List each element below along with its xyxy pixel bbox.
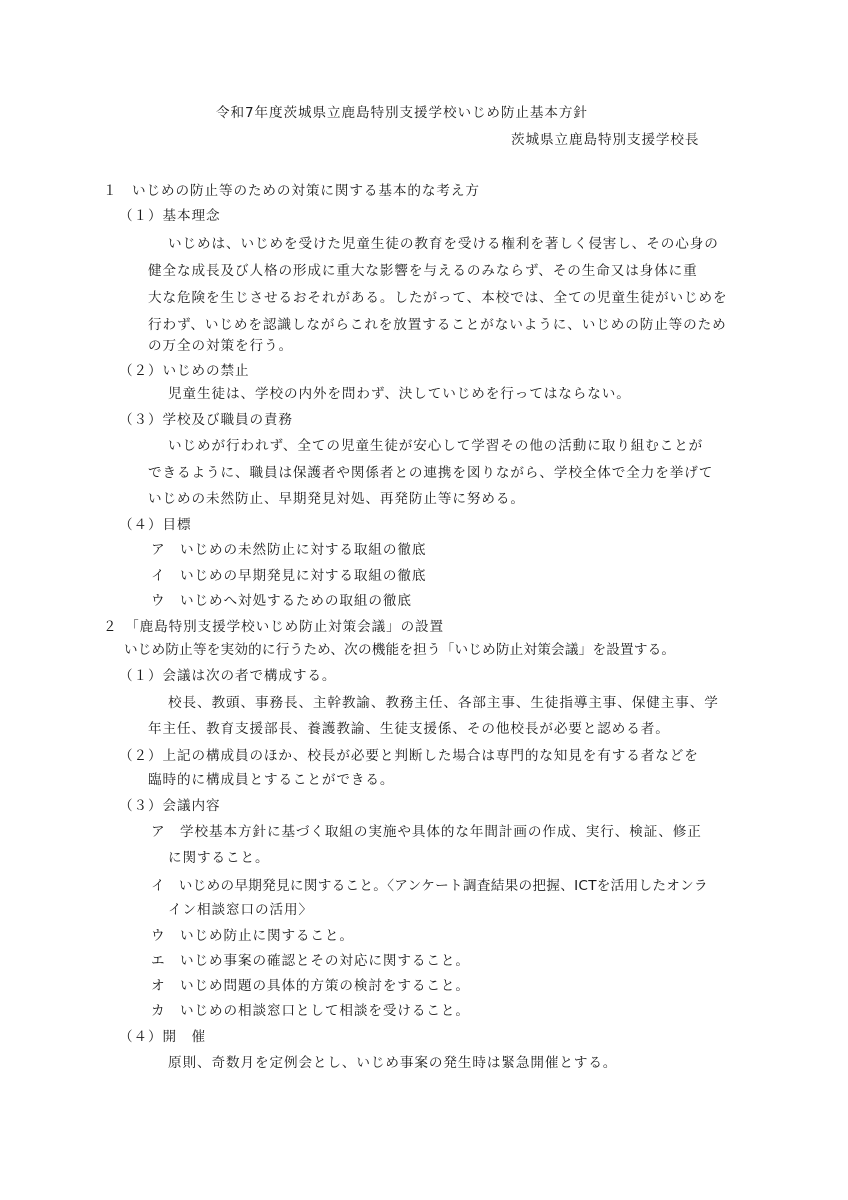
paragraph-line: いじめは、いじめを受けた児童生徒の教育を受ける権利を著しく侵害し、その心身の [168, 236, 719, 252]
paragraph-line: 行わず、いじめを認識しながらこれを放置することがないように、いじめの防止等のため [148, 317, 727, 333]
paragraph-line: 校長、教頭、事務長、主幹教諭、教務主任、各部主事、生徒指導主事、保健主事、学 [168, 695, 719, 711]
list-item: イ いじめの早期発見に対する取組の徹底 [151, 568, 427, 584]
list-item: ア 学校基本方針に基づく取組の実施や具体的な年間計画の作成、実行、検証、修正 [151, 824, 702, 840]
paragraph-line: 健全な成長及び人格の形成に重大な影響を与えるのみならず、その生命又は身体に重 [148, 263, 698, 279]
subsection-heading: （２）上記の構成員のほか、校長が必要と判断した場合は専門的な知見を有する者などを [119, 748, 699, 764]
section-1-heading: １ いじめの防止等のための対策に関する基本的な考え方 [103, 183, 480, 199]
list-item: カ いじめの相談窓口として相談を受けること。 [151, 1003, 470, 1019]
subsection-heading: （３）会議内容 [119, 798, 221, 814]
subsection-heading: （３）学校及び職員の責務 [119, 412, 293, 428]
document-title: 令和7年度茨城県立鹿島特別支援学校いじめ防止基本方針 [216, 105, 588, 121]
paragraph-line: いじめが行われず、全ての児童生徒が安心して学習その他の活動に取り組むことが [168, 438, 704, 454]
list-item: エ いじめ事案の確認とその対応に関すること。 [151, 953, 470, 969]
list-item: ア いじめの未然防止に対する取組の徹底 [151, 542, 427, 558]
paragraph-line: 臨時的に構成員とすることができる。 [148, 772, 395, 788]
list-item: イ いじめの早期発見に関すること。〈アンケート調査結果の把握、ICTを活用したオンラ [151, 878, 708, 894]
paragraph-line: いじめの未然防止、早期発見対処、再発防止等に努める。 [148, 491, 525, 507]
paragraph-line: 原則、奇数月を定例会とし、いじめ事案の発生時は緊急開催とする。 [168, 1055, 618, 1071]
subsection-heading: （４）目標 [119, 517, 192, 533]
paragraph-line: 児童生徒は、学校の内外を問わず、決していじめを行ってはならない。 [168, 386, 631, 402]
subsection-heading: （４）開 催 [119, 1029, 206, 1045]
list-item-continuation: に関すること。 [168, 850, 270, 866]
list-item: ウ いじめ防止に関すること。 [151, 928, 354, 944]
paragraph-line: の万全の対策を行う。 [148, 338, 293, 354]
paragraph-line: 年主任、教育支援部長、養護教諭、生徒支援係、その他校長が必要と認める者。 [148, 721, 670, 737]
section-2-heading: ２ 「鹿島特別支援学校いじめ防止対策会議」の設置 [103, 619, 445, 635]
subsection-heading: （１）基本理念 [119, 208, 221, 224]
list-item: ウ いじめへ対処するための取組の徹底 [151, 593, 412, 609]
document-author: 茨城県立鹿島特別支援学校長 [511, 132, 700, 148]
list-item-continuation: イン相談窓口の活用〉 [168, 902, 313, 918]
paragraph-line: いじめ防止等を実効的に行うため、次の機能を担う「いじめ防止対策会議」を設置する。 [124, 642, 676, 658]
subsection-heading: （１）会議は次の者で構成する。 [119, 668, 337, 684]
paragraph-line: 大な危険を生じさせるおそれがある。したがって、本校では、全ての児童生徒がいじめを [148, 290, 728, 306]
list-item: オ いじめ問題の具体的方策の検討をすること。 [151, 978, 470, 994]
subsection-heading: （２）いじめの禁止 [119, 363, 250, 379]
paragraph-line: できるように、職員は保護者や関係者との連携を図りながら、学校全体で全力を挙げて [148, 465, 714, 481]
